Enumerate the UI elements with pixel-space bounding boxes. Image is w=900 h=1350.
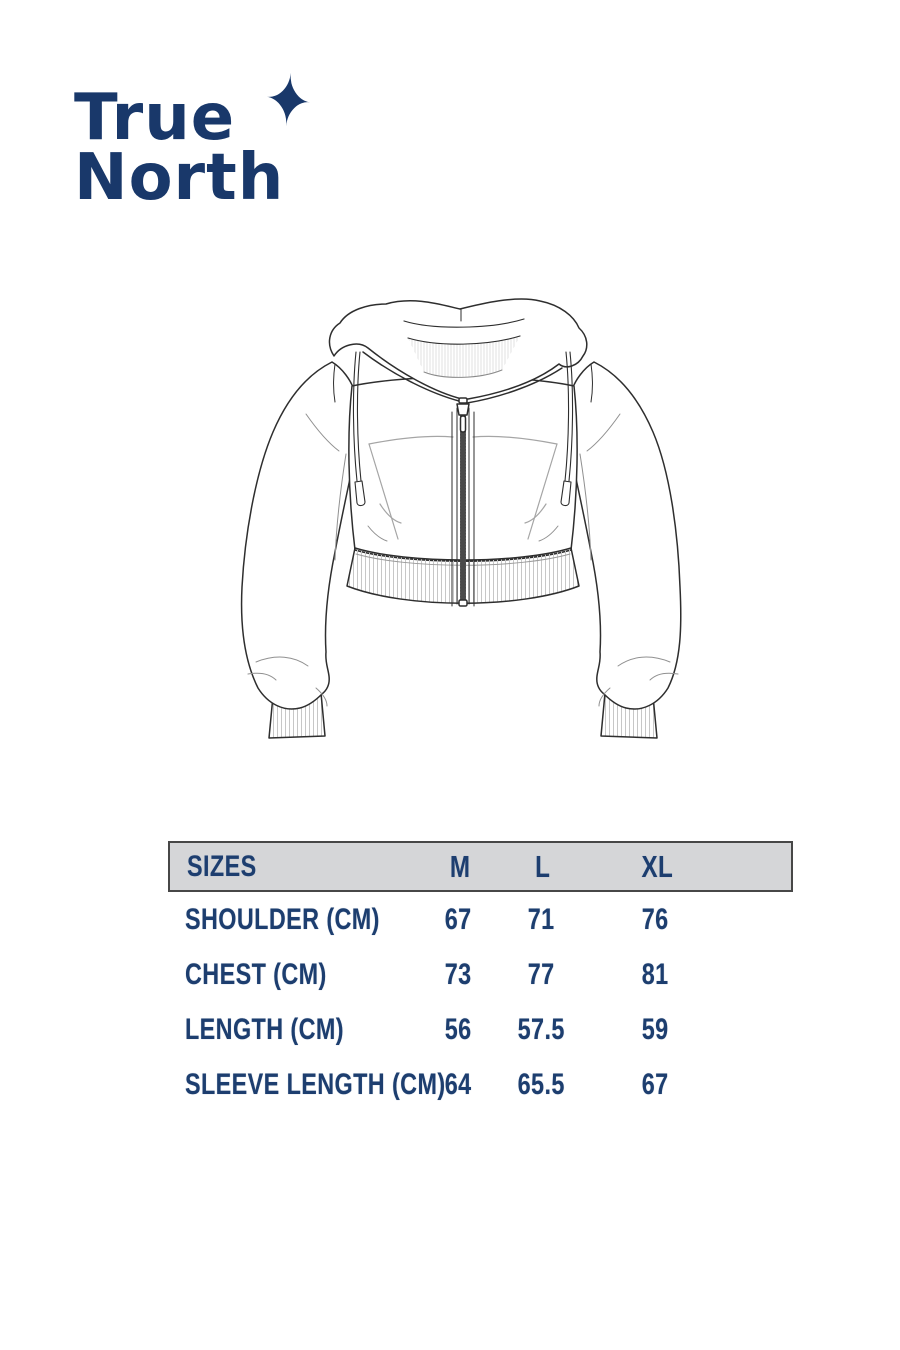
- size-value: 59: [641, 1012, 669, 1046]
- header-col-l: L: [535, 848, 551, 884]
- size-value: 73: [444, 957, 472, 991]
- table-row-sleeve-length: [168, 1057, 793, 1112]
- size-value: 81: [641, 957, 669, 991]
- logo-word-true: True: [74, 81, 236, 155]
- size-table: [168, 841, 793, 1112]
- row-label: LENGTH (CM): [185, 1012, 344, 1046]
- header-col-xl: XL: [641, 848, 673, 884]
- row-label: SLEEVE LENGTH (CM): [185, 1067, 446, 1101]
- row-label: CHEST (CM): [185, 957, 327, 991]
- size-value: 77: [527, 957, 555, 991]
- size-value: 71: [527, 902, 555, 936]
- left-sleeve: [242, 362, 358, 709]
- header-col-m: M: [449, 848, 471, 884]
- size-value: 67: [444, 902, 472, 936]
- size-table-header: [168, 841, 793, 892]
- size-value: 65.5: [517, 1067, 565, 1101]
- hoodie-technical-sketch: [228, 292, 698, 762]
- header-sizes-label: SIZES: [187, 849, 257, 883]
- table-row-length: [168, 1002, 793, 1057]
- table-row-chest: [168, 947, 793, 1002]
- row-label: SHOULDER (CM): [185, 902, 380, 936]
- brand-logo: [74, 56, 374, 215]
- size-value: 76: [641, 902, 669, 936]
- size-value: 64: [444, 1067, 472, 1101]
- table-row-shoulder: [168, 892, 793, 947]
- size-value: 57.5: [517, 1012, 565, 1046]
- size-value: 67: [641, 1067, 669, 1101]
- size-value: 56: [444, 1012, 472, 1046]
- right-sleeve: [569, 362, 681, 709]
- sparkle-star-icon: ✦: [260, 56, 317, 146]
- logo-word-north: North: [74, 141, 285, 215]
